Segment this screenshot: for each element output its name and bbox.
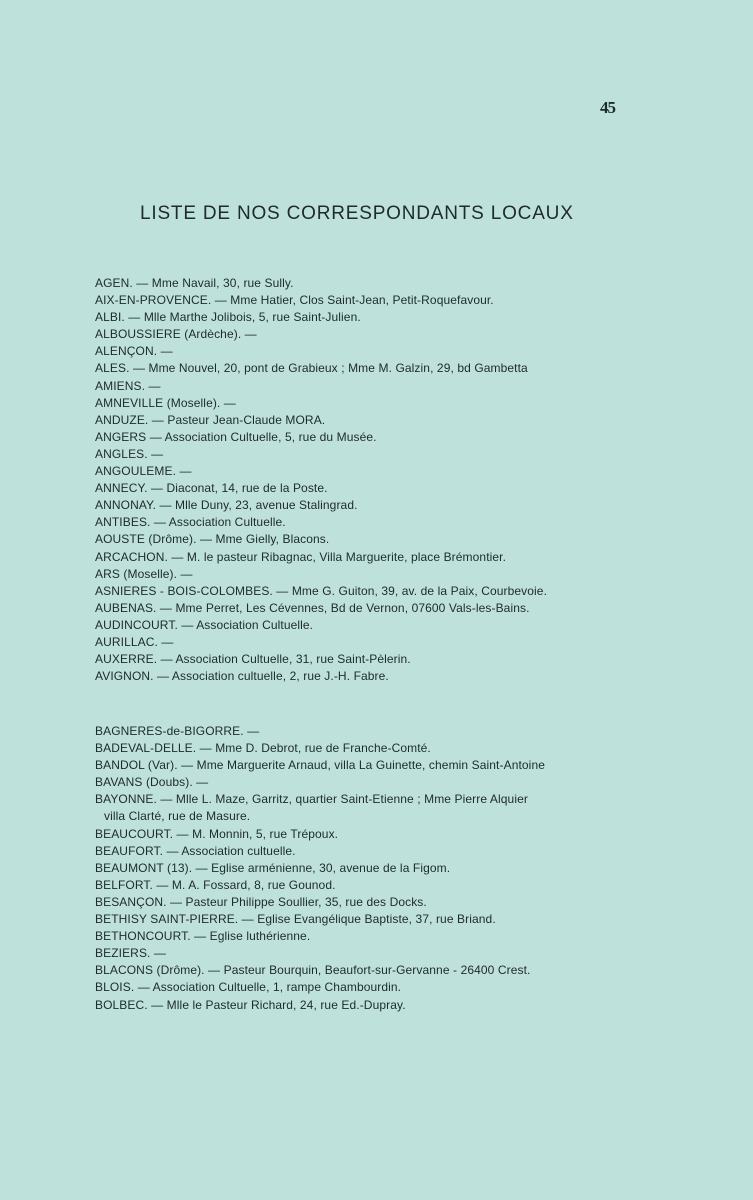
list-item-continuation [95, 808, 635, 825]
list-item: BEAUFORT. — Association cultuelle. [95, 843, 296, 858]
list-item: BEAUMONT (13). — Eglise arménienne, 30, avenue de la Figom. [95, 860, 451, 875]
continuation-text: villa Clarté, rue de Masure. [104, 809, 251, 824]
list-item: BADEVAL-DELLE. — Mme D. Debrot, rue de Franche-Comté. [95, 741, 431, 756]
correspondents-list-b [95, 723, 635, 1014]
list-item: ALBI. — Mlle Marthe Jolibois, 5, rue Saint-Julien. [95, 310, 361, 325]
list-item: BEZIERS. — [95, 946, 167, 961]
list-item: BAYONNE. — Mlle L. Maze, Garritz, quartier Saint-Etienne ; Mme Pierre Alquier [95, 792, 528, 807]
list-item: ANNONAY. — Mlle Duny, 23, avenue Stalingrad. [95, 498, 358, 513]
list-item: AIX-EN-PROVENCE. — Mme Hatier, Clos Saint-Jean, Petit-Roquefavour. [95, 293, 494, 308]
page-title: LISTE DE NOS CORRESPONDANTS LOCAUX [140, 203, 574, 224]
list-item: BETHISY SAINT-PIERRE. — Eglise Evangélique Baptiste, 37, rue Briand. [95, 912, 496, 927]
list-item: BAVANS (Doubs). — [95, 775, 209, 790]
list-item: AURILLAC. — [95, 634, 174, 649]
list-item: BESANÇON. — Pasteur Philippe Soullier, 35, rue des Docks. [95, 894, 427, 909]
list-item: AUXERRE. — Association Cultuelle, 31, rue Saint-Pèlerin. [95, 652, 411, 667]
list-item: AUBENAS. — Mme Perret, Les Cévennes, Bd de Vernon, 07600 Vals-les-Bains. [95, 600, 530, 615]
list-item: BLOIS. — Association Cultuelle, 1, rampe Chambourdin. [95, 980, 402, 995]
list-item: ANGERS — Association Cultuelle, 5, rue du Musée. [95, 429, 377, 444]
list-item: BETHONCOURT. — Eglise luthérienne. [95, 929, 311, 944]
list-item: ALES. — Mme Nouvel, 20, pont de Grabieux ; Mme M. Galzin, 29, bd Gambetta [95, 361, 528, 376]
list-item: BAGNERES-de-BIGORRE. — [95, 724, 260, 738]
list-item: BLACONS (Drôme). — Pasteur Bourquin, Beaufort-sur-Gervanne - 26400 Crest. [95, 963, 531, 978]
list-item: AMNEVILLE (Moselle). — [95, 395, 236, 410]
list-item: BEAUCOURT. — M. Monnin, 5, rue Trépoux. [95, 826, 339, 841]
list-item: ALBOUSSIERE (Ardèche). — [95, 327, 257, 342]
list-item: BOLBEC. — Mlle le Pasteur Richard, 24, rue Ed.-Dupray. [95, 997, 406, 1012]
list-item: ALENÇON. — [95, 344, 173, 359]
list-item: ANGOULEME. — [95, 464, 192, 479]
list-item: AOUSTE (Drôme). — Mme Gielly, Blacons. [95, 532, 330, 547]
list-item: ANGLES. — [95, 446, 164, 461]
list-item: ARS (Moselle). — [95, 566, 193, 581]
list-item: BANDOL (Var). — Mme Marguerite Arnaud, villa La Guinette, chemin Saint-Antoine [95, 758, 545, 773]
list-item: BELFORT. — M. A. Fossard, 8, rue Gounod. [95, 877, 336, 892]
list-item: ARCACHON. — M. le pasteur Ribagnac, Villa Marguerite, place Brémontier. [95, 549, 507, 564]
list-item: AUDINCOURT. — Association Cultuelle. [95, 617, 314, 632]
list-item: ASNIERES - BOIS-COLOMBES. — Mme G. Guiton, 39, av. de la Paix, Courbevoie. [95, 583, 548, 598]
list-item: ANTIBES. — Association Cultuelle. [95, 515, 286, 530]
list-item: ANDUZE. — Pasteur Jean-Claude MORA. [95, 412, 326, 427]
list-item: AMIENS. — [95, 378, 161, 393]
page-number: 45 [600, 98, 615, 117]
correspondents-list-a [95, 275, 635, 685]
list-item: AGEN. — Mme Navail, 30, rue Sully. [95, 276, 294, 290]
list-item: ANNECY. — Diaconat, 14, rue de la Poste. [95, 481, 328, 496]
list-item: AVIGNON. — Association cultuelle, 2, rue J.-H. Fabre. [95, 669, 389, 684]
